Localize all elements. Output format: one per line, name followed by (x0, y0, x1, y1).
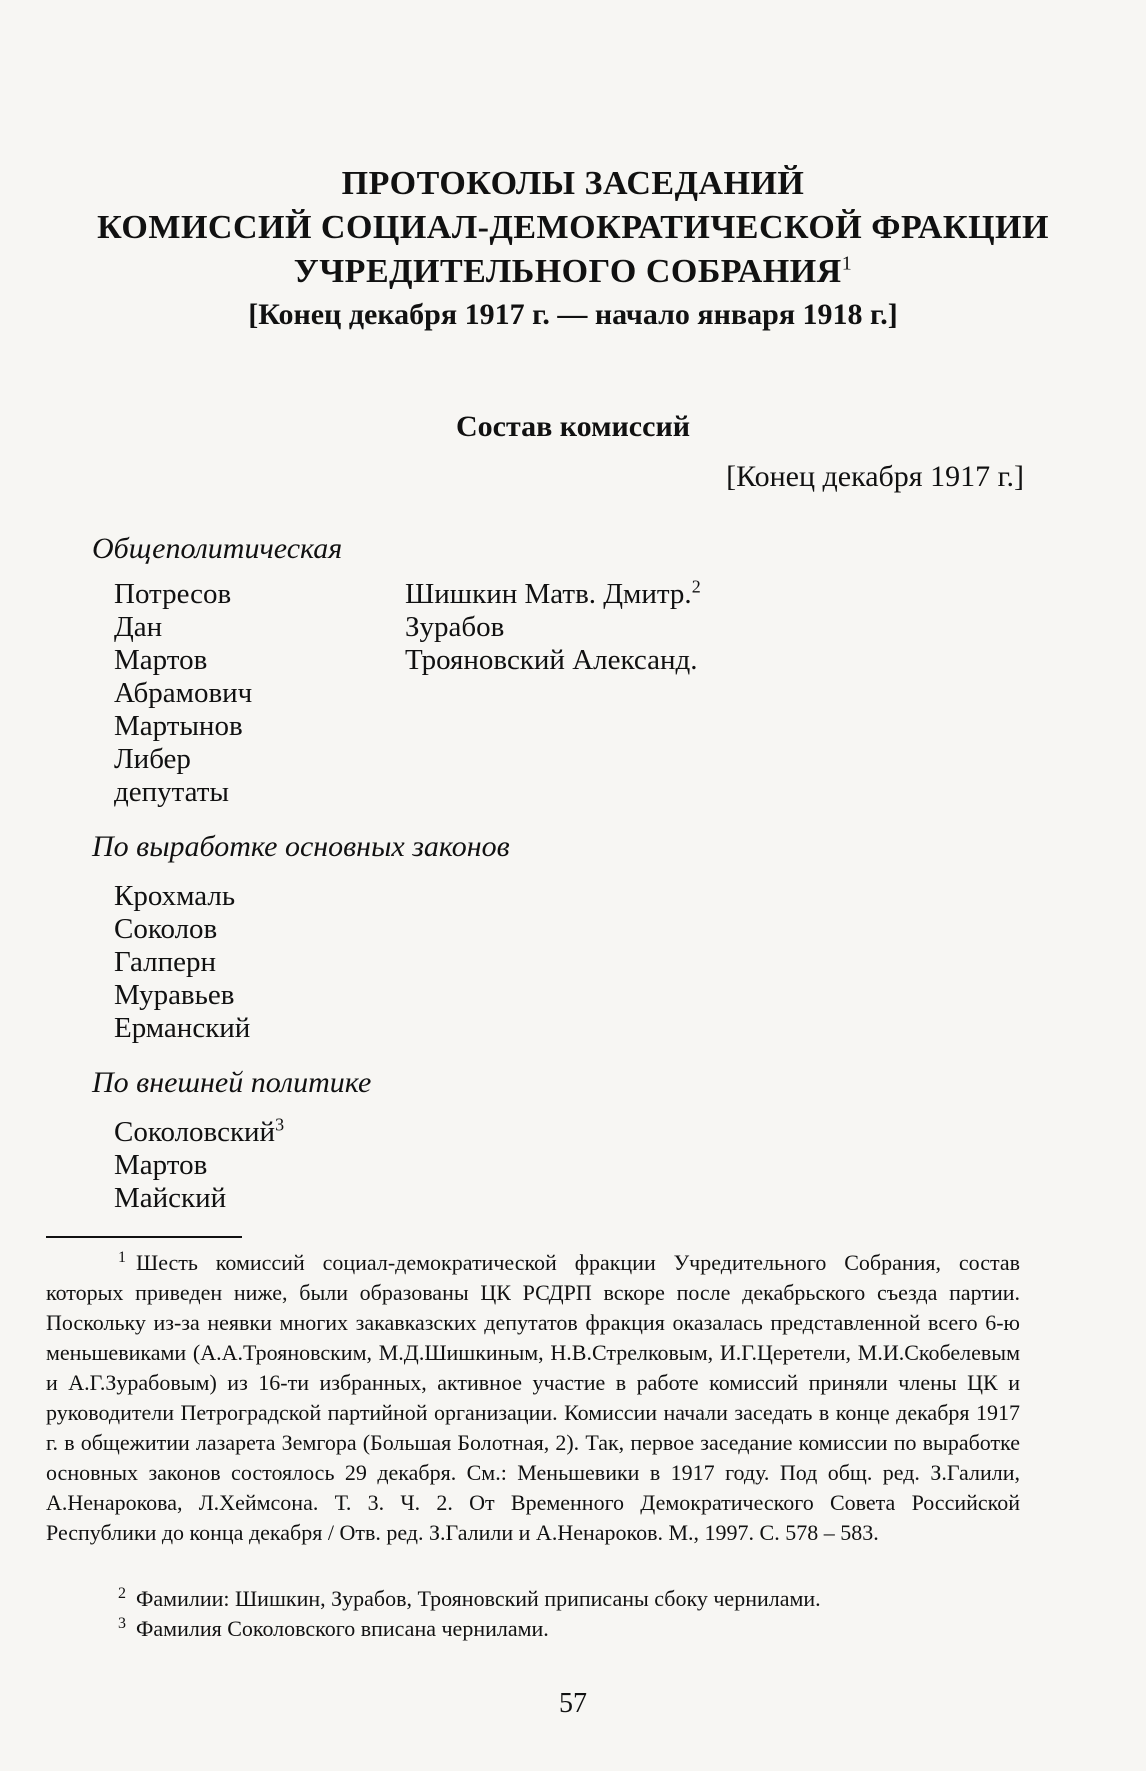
title-footnote-mark: 1 (841, 252, 853, 275)
page-number: 57 (559, 1688, 587, 1719)
member-name-text: Соколовский (114, 1116, 276, 1148)
title-line-3 (0, 250, 1146, 294)
member-name: Ерманский (114, 1012, 251, 1044)
footnote-3: 3 Фамилия Соколовского вписана чернилами. (118, 1614, 549, 1641)
member-name: депутаты (114, 776, 229, 808)
commission-foreign-list (114, 1116, 284, 1215)
footnote-text: Фамилии: Шишкин, Зурабов, Трояновский приписаны сбоку чернилами. (136, 1586, 821, 1611)
member-name: Мартов (114, 644, 208, 676)
footnote-2: 2 Фамилии: Шишкин, Зурабов, Трояновский приписаны сбоку чернилами. (118, 1584, 821, 1611)
footnote-text: Шесть комиссий социал-демократической фракции Учредительного Собрания, состав которых приведен ниже, были образованы ЦК РСДРП вскоре после декабрьского съезда партии. Поскольку из-за неявки многих закавказских депутатов фракция оказалась представленной всего 6-ю меньшевиками (А.А.Трояновским, М.Д.Шишкиным, Н.В.Стрелковым, И.Г.Церетели, М.И.Скобелевым и А.Г.Зурабовым) из 16-ти избранных, активное участие в работе комиссий приняли члены ЦК и руководители Петроградской партийной организации. Комиссии начали заседать в конце декабря 1917 г. в общежитии лазарета Земгора (Большая Болотная, 2). Так, первое заседание комиссии по выработке основных законов состоялось 29 декабря. См.: Меньшевики в 1917 году. Под общ. ред. З.Галили, А.Ненарокова, Л.Хеймсона. Т. 3. Ч. 2. От Временного Демократического Совета Российской Республики до конца декабря / Отв. ред. З.Галили и А.Ненароков. М., 1997. С. 578 – 583. (46, 1250, 1020, 1545)
composition-heading: Состав комиссий (455, 410, 691, 443)
commission-foreign-title: По внешней политике (92, 1066, 372, 1099)
commission-general-left-list (114, 578, 252, 809)
member-name (405, 578, 701, 611)
member-name: Галперн (114, 946, 217, 978)
member-name: Соколов (114, 913, 218, 945)
member-name: Майский (114, 1182, 227, 1214)
member-name: Мартов (114, 1149, 208, 1181)
dates-heading: [Конец декабря 1917 г. — начало января 1918 г.] (248, 298, 898, 331)
title-line-1: ПРОТОКОЛЫ ЗАСЕДАНИЙ (341, 165, 805, 202)
member-name-text: Шишкин Матв. Дмитр. (405, 578, 692, 610)
commission-laws-title: По выработке основных законов (92, 830, 510, 863)
commission-general-title: Общеполитическая (92, 532, 343, 565)
member-name: Зурабов (405, 611, 505, 643)
footnote-1: 1 Шесть комиссий социал-демократической фракции Учредительного Собрания, состав которых приведен ниже, были образованы ЦК РСДРП вскоре после декабрьского съезда партии. Поскольку из-за неявки многих закавказских депутатов фракция оказалась представленной всего 6-ю меньшевиками (А.А.Трояновским, М.Д.Шишкиным, Н.В.Стрелковым, И.Г.Церетели, М.И.Скобелевым и А.Г.Зурабовым) из 16-ти избранных, активное участие в работе комиссий приняли члены ЦК и руководители Петроградской партийной организации. Комиссии начали заседать в конце декабря 1917 г. в общежитии лазарета Земгора (Большая Болотная, 2). Так, первое заседание комиссии по выработке основных законов состоялось 29 декабря. См.: Меньшевики в 1917 году. Под общ. ред. З.Галили, А.Ненарокова, Л.Хеймсона. Т. 3. Ч. 2. От Временного Демократического Совета Российской Республики до конца декабря / Отв. ред. З.Галили и А.Ненароков. М., 1997. С. 578 – 583. (46, 1248, 1020, 1545)
member-name: Потресов (114, 578, 232, 610)
title-line-2: КОМИССИЙ СОЦИАЛ-ДЕМОКРАТИЧЕСКОЙ ФРАКЦИИ (97, 209, 1049, 246)
member-name: Абрамович (114, 677, 253, 709)
member-name: Либер (114, 743, 191, 775)
member-name: Крохмаль (114, 880, 236, 912)
commission-general-right-list (405, 578, 701, 677)
footnote-mark: 2 (691, 576, 701, 597)
title-line-3-text: УЧРЕДИТЕЛЬНОГО СОБРАНИЯ (293, 253, 842, 290)
member-name: Трояновский Александ. (405, 644, 698, 676)
date-right: [Конец декабря 1917 г.] (726, 460, 1024, 493)
footnote-separator (46, 1236, 242, 1238)
commission-laws-list (114, 880, 250, 1045)
member-name (114, 1116, 284, 1149)
member-name: Мартынов (114, 710, 243, 742)
member-name: Муравьев (114, 979, 235, 1011)
footnote-text: Фамилия Соколовского вписана чернилами. (136, 1616, 549, 1641)
member-name: Дан (114, 611, 163, 643)
footnote-mark: 3 (275, 1114, 285, 1135)
